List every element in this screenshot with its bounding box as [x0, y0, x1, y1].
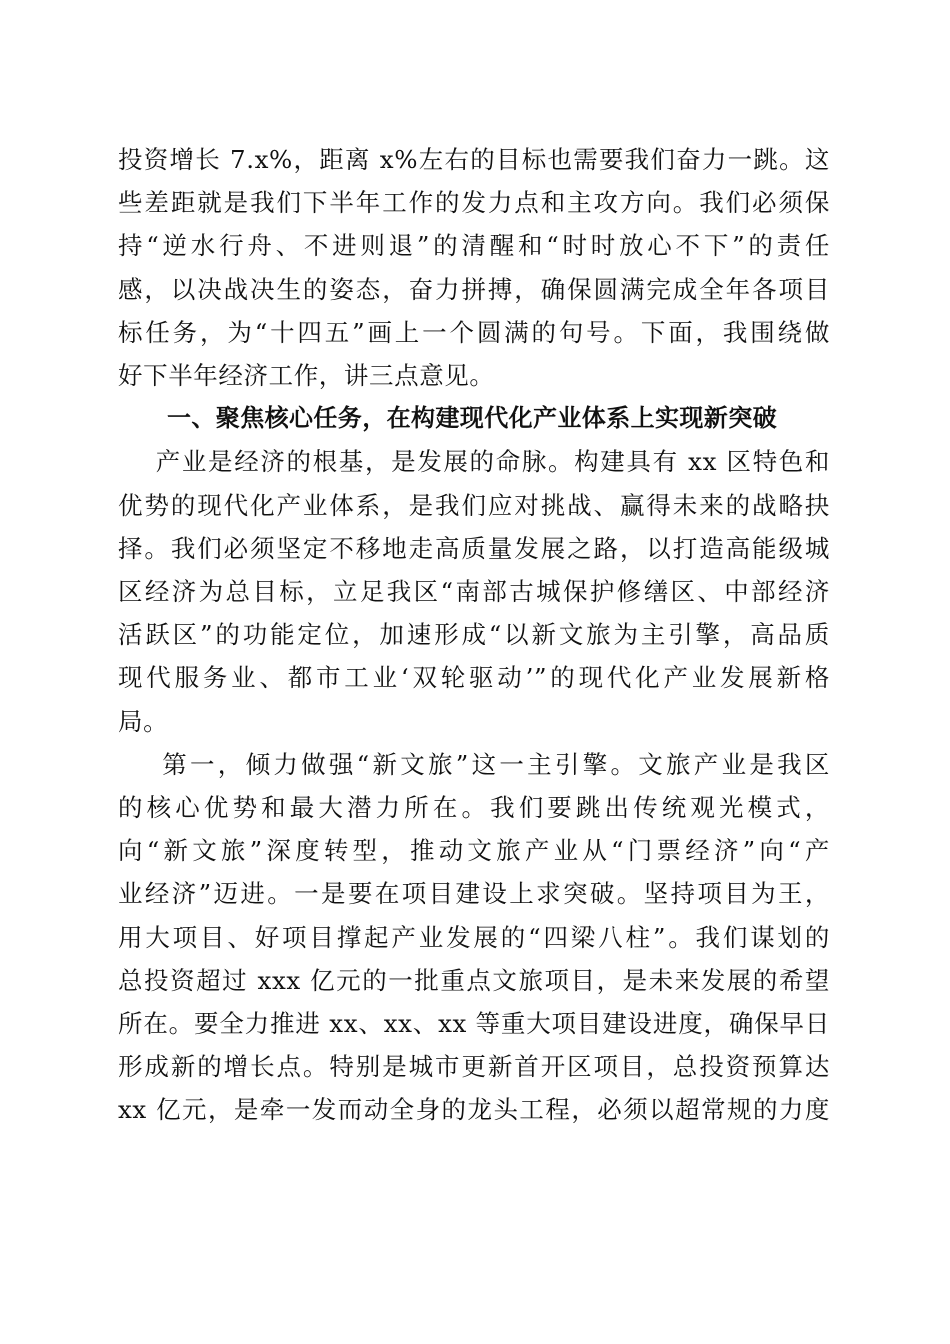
text-line: 局。 [118, 706, 169, 736]
text-line: 区经济为总目标，立足我区“南部古城保护修缮区、中部经济 [118, 577, 830, 607]
text-line: 用大项目、好项目撑起产业发展的“四梁八柱”。我们谋划的 [118, 922, 830, 952]
paragraph-intro [118, 138, 830, 397]
text-line: 的核心优势和最大潜力所在。我们要跳出传统观光模式， [118, 793, 830, 823]
text-line: 持“逆水行舟、不进则退”的清醒和“时时放心不下”的责任 [118, 231, 830, 261]
document-body [118, 138, 830, 1132]
text-line: 些差距就是我们下半年工作的发力点和主攻方向。我们必须保 [118, 188, 830, 218]
text-line: 所在。要全力推进 xx、xx、xx 等重大项目建设进度，确保早日 [118, 1009, 830, 1039]
text-line: 活跃区”的功能定位，加速形成“以新文旅为主引擎，高品质 [118, 620, 830, 650]
text-line: 形成新的增长点。特别是城市更新首开区项目，总投资预算达 [118, 1052, 830, 1082]
text-line: 优势的现代化产业体系，是我们应对挑战、赢得未来的战略抉 [118, 490, 830, 520]
text-line: 好下半年经济工作，讲三点意见。 [118, 361, 495, 391]
paragraph-industry [118, 440, 830, 742]
text-line: 投资增长 7.x%，距离 x%左右的目标也需要我们奋力一跳。这 [118, 145, 830, 174]
text-line: 择。我们必须坚定不移地走高质量发展之路，以打造高能级城 [118, 533, 830, 563]
paragraph-first [118, 743, 830, 1132]
text-line: 业经济”迈进。一是要在项目建设上求突破。坚持项目为王， [118, 879, 830, 909]
section-heading: 一、聚焦核心任务，在构建现代化产业体系上实现新突破 [167, 404, 777, 433]
text-line: 标任务，为“十四五”画上一个圆满的句号。下面，我围绕做 [118, 317, 830, 347]
text-line: 第一，倾力做强“新文旅”这一主引擎。文旅产业是我区 [118, 749, 830, 779]
text-line: 向“新文旅”深度转型，推动文旅产业从“门票经济”向“产 [118, 836, 830, 866]
text-line: 感，以决战决生的姿态，奋力拼搏，确保圆满完成全年各项目 [118, 274, 830, 304]
text-line: 总投资超过 xxx 亿元的一批重点文旅项目，是未来发展的希望 [118, 965, 830, 995]
text-line: 产业是经济的根基，是发展的命脉。构建具有 xx 区特色和 [118, 447, 830, 477]
text-line: xx 亿元，是牵一发而动全身的龙头工程，必须以超常规的力度 [118, 1095, 830, 1125]
text-line: 现代服务业、都市工业‘双轮驱动’”的现代化产业发展新格 [118, 663, 830, 693]
